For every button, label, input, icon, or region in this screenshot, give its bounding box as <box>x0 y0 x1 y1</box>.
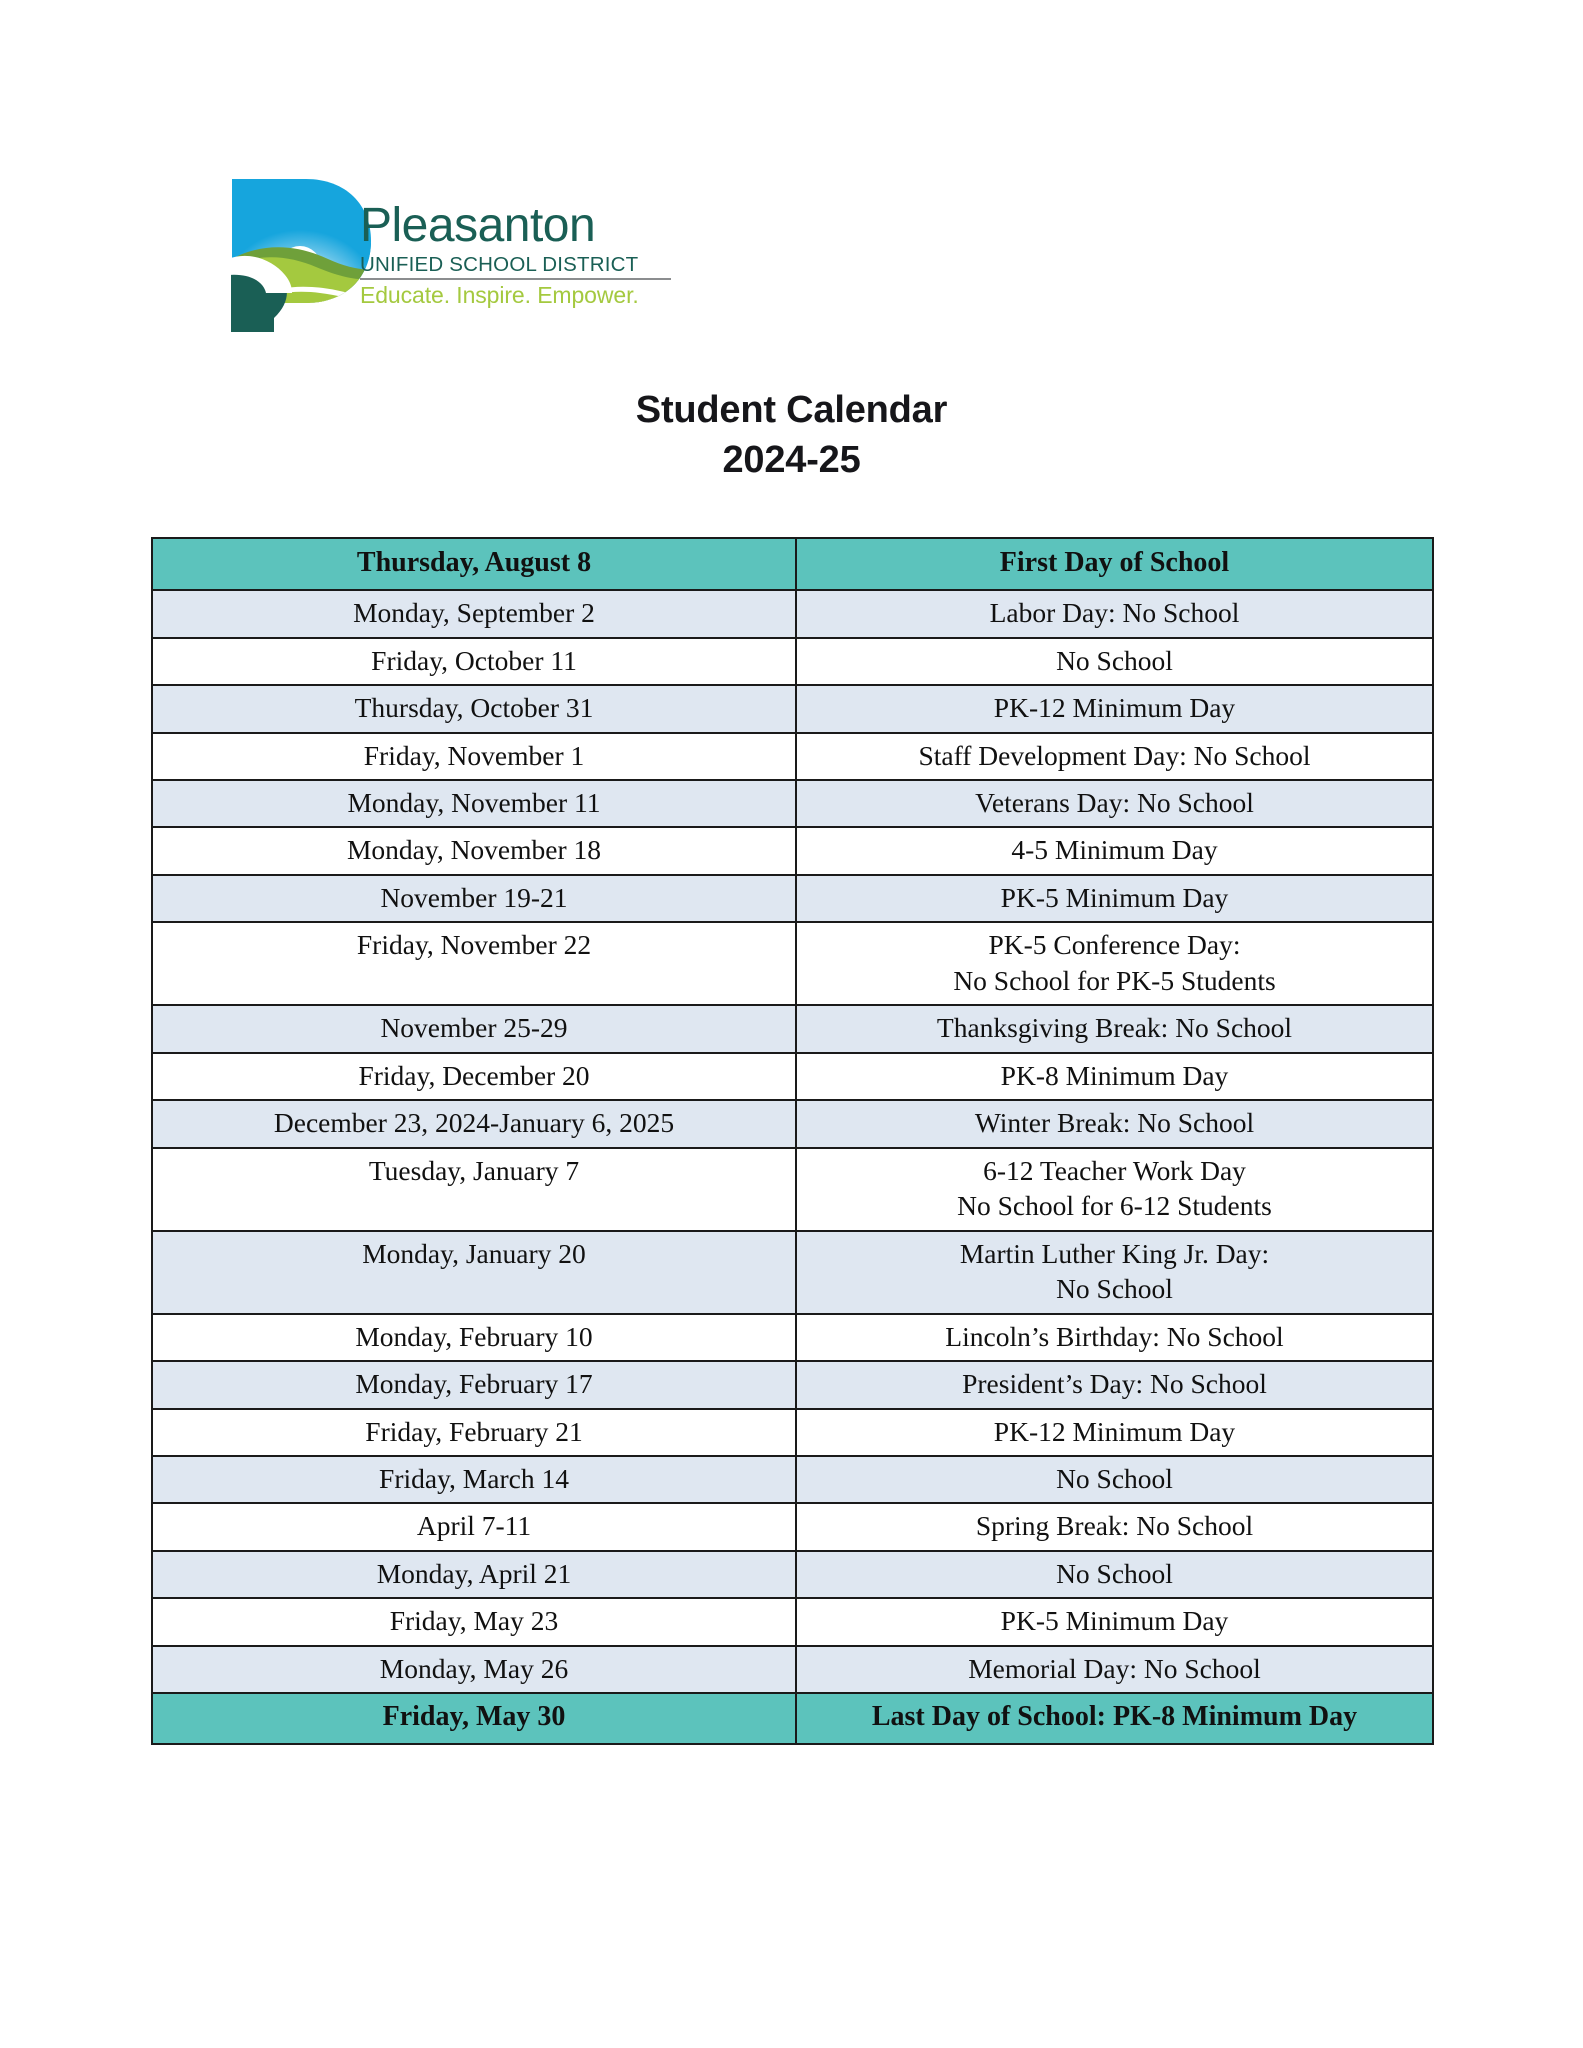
header-date-cell: Thursday, August 8 <box>152 538 796 590</box>
page-title-line2: 2024-25 <box>722 439 861 482</box>
header-event-cell: First Day of School <box>796 538 1433 590</box>
table-row <box>152 1231 1433 1314</box>
row-event-cell: Spring Break: No School <box>796 1503 1433 1550</box>
calendar-table-container <box>151 537 1432 1745</box>
pleasanton-usd-logo-mark-icon <box>228 175 376 333</box>
table-row <box>152 1100 1433 1147</box>
table-row <box>152 590 1433 637</box>
row-event-cell: PK-8 Minimum Day <box>796 1053 1433 1100</box>
table-row <box>152 1503 1433 1550</box>
table-row <box>152 875 1433 922</box>
row-event-cell: Memorial Day: No School <box>796 1646 1433 1693</box>
row-event-cell <box>796 922 1433 1005</box>
row-event-cell: Lincoln’s Birthday: No School <box>796 1314 1433 1361</box>
calendar-table-body <box>152 538 1433 1744</box>
row-event-cell: No School <box>796 1456 1433 1503</box>
table-header-row <box>152 538 1433 590</box>
table-row <box>152 1005 1433 1052</box>
page-title-line1: Student Calendar <box>635 389 948 431</box>
row-event-cell: President’s Day: No School <box>796 1361 1433 1408</box>
row-event-line1: 6-12 Teacher Work Day <box>983 1154 1246 1186</box>
row-event-cell: 4-5 Minimum Day <box>796 827 1433 874</box>
table-row <box>152 638 1433 685</box>
page-title <box>0 385 1583 485</box>
row-event-line2: No School for 6-12 Students <box>957 1190 1272 1222</box>
student-calendar-table <box>151 537 1434 1745</box>
table-row <box>152 780 1433 827</box>
logo-text-block <box>360 199 690 309</box>
table-row <box>152 1148 1433 1231</box>
district-logo <box>228 175 688 340</box>
table-row <box>152 1314 1433 1361</box>
row-event-cell: Thanksgiving Break: No School <box>796 1005 1433 1052</box>
row-date-cell: Friday, November 1 <box>152 733 796 780</box>
table-row <box>152 1598 1433 1645</box>
logo-tagline: Educate. Inspire. Empower. <box>360 282 639 309</box>
row-event-cell: No School <box>796 638 1433 685</box>
row-date-cell: Monday, February 17 <box>152 1361 796 1408</box>
row-date-cell: Friday, February 21 <box>152 1409 796 1456</box>
row-event-line2: No School for PK-5 Students <box>953 964 1276 996</box>
row-date-cell: Monday, April 21 <box>152 1551 796 1598</box>
table-row <box>152 1551 1433 1598</box>
row-event-cell: No School <box>796 1551 1433 1598</box>
table-row <box>152 733 1433 780</box>
row-date-cell: November 19-21 <box>152 875 796 922</box>
row-event-cell: PK-5 Minimum Day <box>796 875 1433 922</box>
row-event-cell: Labor Day: No School <box>796 590 1433 637</box>
table-row <box>152 827 1433 874</box>
logo-wordmark: Pleasanton <box>360 199 596 252</box>
row-date-cell: Monday, September 2 <box>152 590 796 637</box>
row-date-cell: Monday, February 10 <box>152 1314 796 1361</box>
row-date-cell: April 7-11 <box>152 1503 796 1550</box>
logo-subtitle: UNIFIED SCHOOL DISTRICT <box>360 253 639 276</box>
table-footer-row <box>152 1693 1433 1744</box>
row-date-cell: Monday, May 26 <box>152 1646 796 1693</box>
row-date-cell: Monday, November 18 <box>152 827 796 874</box>
footer-event-cell: Last Day of School: PK-8 Minimum Day <box>796 1693 1433 1744</box>
table-row <box>152 1361 1433 1408</box>
row-event-cell: Veterans Day: No School <box>796 780 1433 827</box>
row-event-cell <box>796 1231 1433 1314</box>
row-event-cell <box>796 1148 1433 1231</box>
row-date-cell: Thursday, October 31 <box>152 685 796 732</box>
row-event-cell: PK-5 Minimum Day <box>796 1598 1433 1645</box>
table-row <box>152 1409 1433 1456</box>
row-date-cell: Friday, November 22 <box>152 922 796 1005</box>
row-event-cell: Winter Break: No School <box>796 1100 1433 1147</box>
row-date-cell: Tuesday, January 7 <box>152 1148 796 1231</box>
footer-date-cell: Friday, May 30 <box>152 1693 796 1744</box>
row-event-line2: No School <box>1056 1273 1173 1305</box>
logo-divider-rule <box>360 278 671 280</box>
row-event-cell: PK-12 Minimum Day <box>796 685 1433 732</box>
row-date-cell: Friday, December 20 <box>152 1053 796 1100</box>
table-row <box>152 922 1433 1005</box>
row-date-cell: Friday, March 14 <box>152 1456 796 1503</box>
row-date-cell: Friday, October 11 <box>152 638 796 685</box>
row-event-cell: PK-12 Minimum Day <box>796 1409 1433 1456</box>
table-row <box>152 1053 1433 1100</box>
table-row <box>152 1646 1433 1693</box>
row-date-cell: Monday, January 20 <box>152 1231 796 1314</box>
row-date-cell: December 23, 2024-January 6, 2025 <box>152 1100 796 1147</box>
row-event-line1: Martin Luther King Jr. Day: <box>959 1237 1270 1269</box>
row-date-cell: Friday, May 23 <box>152 1598 796 1645</box>
table-row <box>152 1456 1433 1503</box>
row-event-cell: Staff Development Day: No School <box>796 733 1433 780</box>
row-event-line1: PK-5 Conference Day: <box>988 929 1241 961</box>
row-date-cell: November 25-29 <box>152 1005 796 1052</box>
table-row <box>152 685 1433 732</box>
row-date-cell: Monday, November 11 <box>152 780 796 827</box>
